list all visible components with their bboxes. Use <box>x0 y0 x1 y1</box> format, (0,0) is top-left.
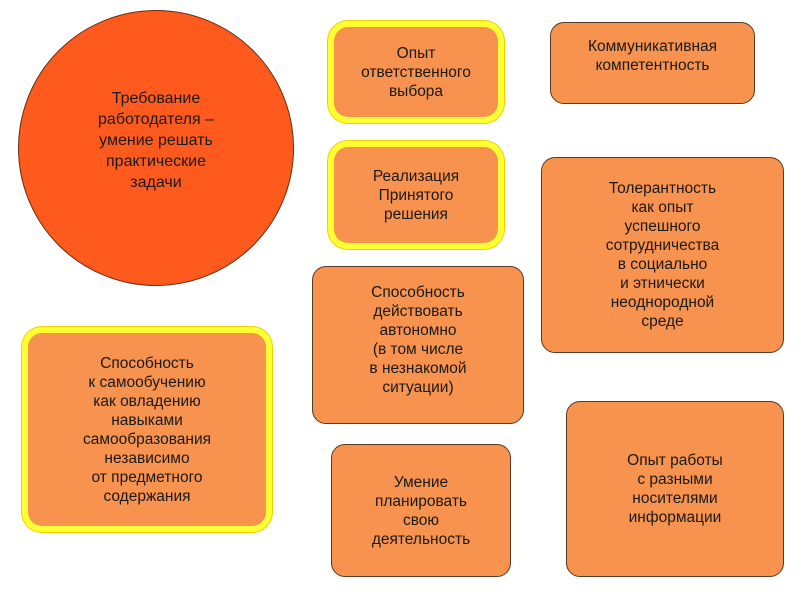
employer-requirement-text: Требование работодателя – умение решать практические задачи <box>98 89 214 191</box>
autonomy-text: Способность действовать автономно (в том числе в незнакомой ситуации) <box>369 284 467 396</box>
tolerance-text: Толерантность как опыт успешного сотрудничества в социально и этнически неоднородной среде <box>605 180 720 330</box>
self-learning-text: Способность к самообучению как овладению навыками самообразования независимо от предметного содержания <box>82 354 212 505</box>
communicative-competence-box <box>550 22 755 104</box>
decision-implementation-box <box>334 147 498 243</box>
information-media-box <box>566 401 784 577</box>
information-media-text: Опыт работы с разными носителями информации <box>627 452 723 526</box>
tolerance-box <box>541 157 784 353</box>
employer-requirement-circle <box>18 10 294 286</box>
responsible-choice-text: Опыт ответственного выбора <box>361 44 471 100</box>
communicative-competence-text: Коммуникативная компетентность <box>587 38 718 74</box>
decision-implementation-text: Реализация Принятого решения <box>372 167 460 223</box>
planning-text: Умение планировать свою деятельность <box>371 473 471 548</box>
planning-box <box>331 444 511 577</box>
responsible-choice-box <box>334 27 498 117</box>
autonomy-box <box>312 266 524 424</box>
self-learning-box <box>28 333 266 526</box>
